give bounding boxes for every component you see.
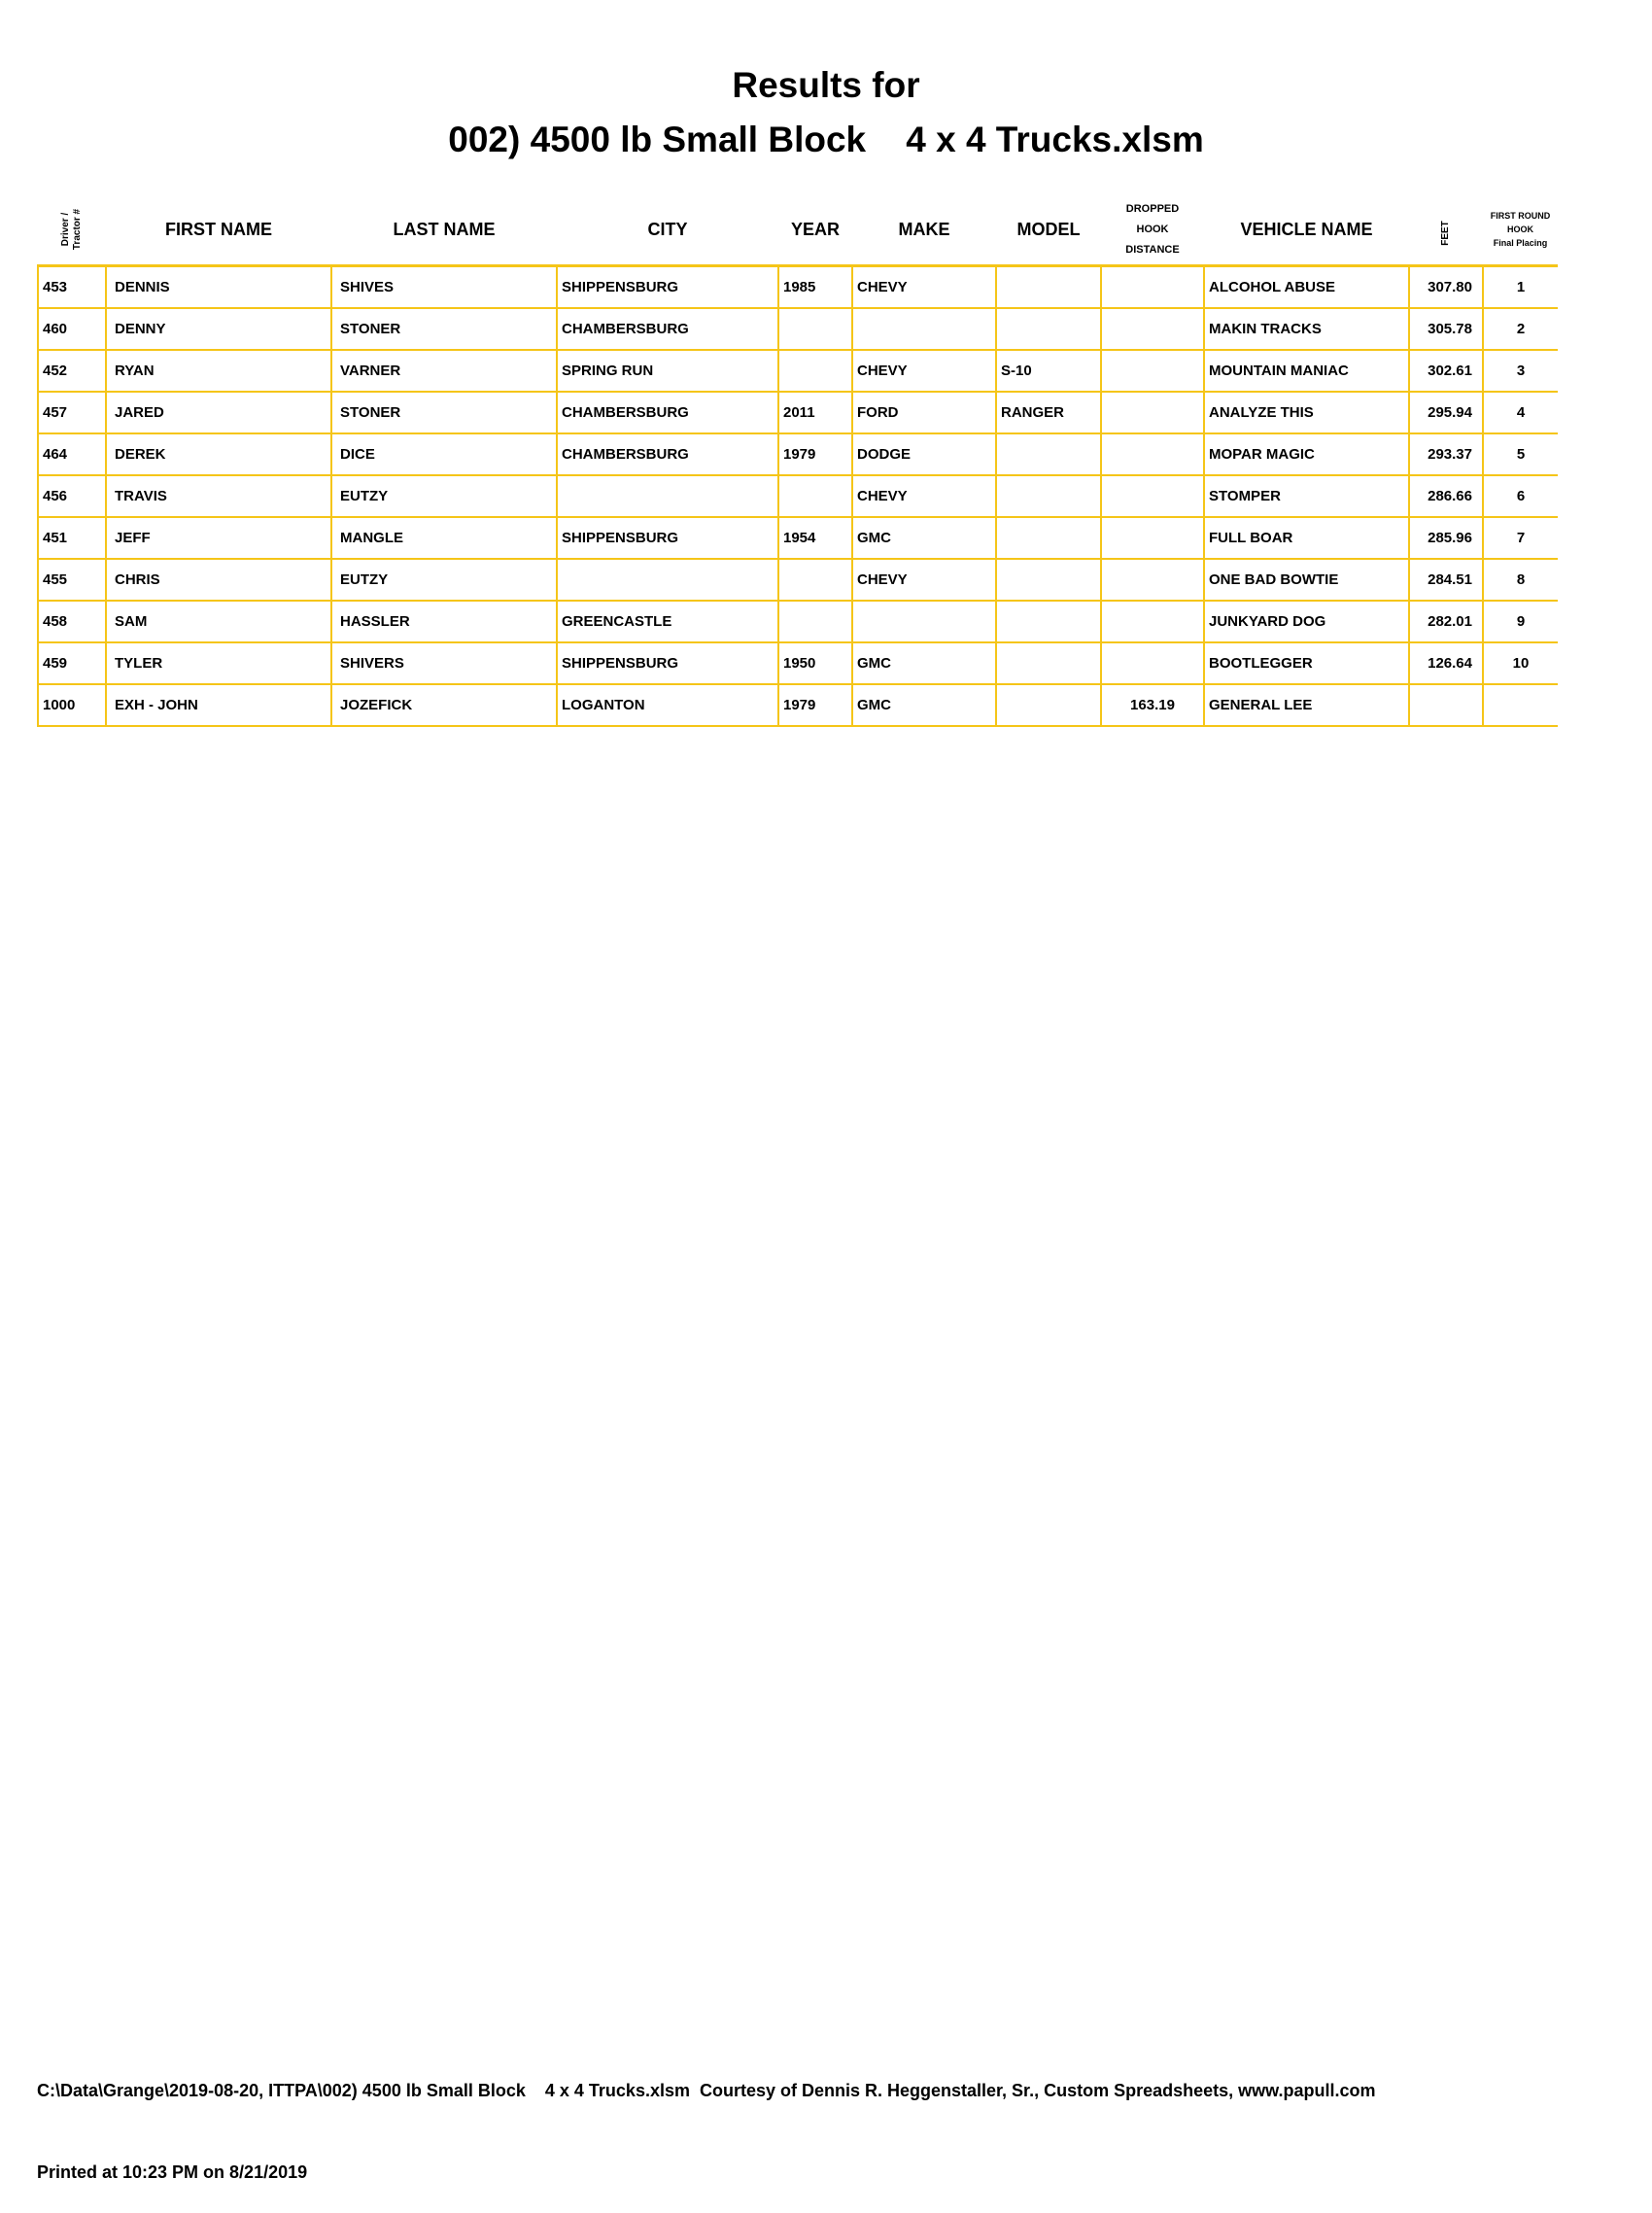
cell-first-name: DENNY	[106, 308, 331, 350]
cell-city	[557, 559, 778, 601]
cell-city: LOGANTON	[557, 684, 778, 726]
cell-vehicle-name: MAKIN TRACKS	[1204, 308, 1409, 350]
cell-make: GMC	[852, 517, 996, 559]
cell-vehicle-name: GENERAL LEE	[1204, 684, 1409, 726]
table-row	[38, 684, 1558, 726]
column-header-first-name: FIRST NAME	[106, 194, 331, 266]
column-header-make: MAKE	[852, 194, 996, 266]
cell-feet: 285.96	[1409, 517, 1483, 559]
table-row	[38, 642, 1558, 684]
cell-city: SHIPPENSBURG	[557, 266, 778, 309]
cell-last-name: EUTZY	[331, 475, 557, 517]
table-row	[38, 266, 1558, 309]
driver-header-line2: Tractor #	[72, 208, 83, 250]
cell-vehicle-name: FULL BOAR	[1204, 517, 1409, 559]
cell-final-placing: 2	[1483, 308, 1558, 350]
cell-make	[852, 601, 996, 642]
table-row	[38, 601, 1558, 642]
results-table	[37, 194, 1558, 727]
cell-year: 1979	[778, 684, 852, 726]
placing-header-line3: Final Placing	[1493, 238, 1548, 248]
cell-feet: 307.80	[1409, 266, 1483, 309]
cell-last-name: STONER	[331, 392, 557, 433]
cell-dropped-hook-distance	[1101, 350, 1204, 392]
page-subtitle: 002) 4500 lb Small Block 4 x 4 Trucks.xlsm	[448, 120, 1204, 159]
column-header-driver	[38, 194, 106, 266]
cell-last-name: SHIVERS	[331, 642, 557, 684]
cell-first-name: JARED	[106, 392, 331, 433]
cell-first-name: DEREK	[106, 433, 331, 475]
cell-vehicle-name: STOMPER	[1204, 475, 1409, 517]
dropped-header-line2: HOOK	[1136, 223, 1169, 235]
driver-header-line1: Driver /	[60, 212, 71, 246]
cell-model	[996, 684, 1101, 726]
cell-first-name: SAM	[106, 601, 331, 642]
cell-model	[996, 433, 1101, 475]
cell-city: SHIPPENSBURG	[557, 517, 778, 559]
column-header-feet	[1409, 194, 1483, 266]
cell-year: 1950	[778, 642, 852, 684]
table-row	[38, 433, 1558, 475]
cell-first-name: CHRIS	[106, 559, 331, 601]
cell-year	[778, 308, 852, 350]
cell-feet: 295.94	[1409, 392, 1483, 433]
cell-vehicle-name: MOUNTAIN MANIAC	[1204, 350, 1409, 392]
cell-driver-number: 457	[38, 392, 106, 433]
page-title: Results for	[732, 65, 920, 105]
cell-model	[996, 601, 1101, 642]
cell-year: 1954	[778, 517, 852, 559]
page-title-block	[0, 58, 1652, 167]
cell-first-name: EXH - JOHN	[106, 684, 331, 726]
cell-dropped-hook-distance	[1101, 517, 1204, 559]
cell-final-placing: 4	[1483, 392, 1558, 433]
cell-dropped-hook-distance	[1101, 601, 1204, 642]
column-header-last-name: LAST NAME	[331, 194, 557, 266]
column-header-model: MODEL	[996, 194, 1101, 266]
column-header-year: YEAR	[778, 194, 852, 266]
cell-vehicle-name: MOPAR MAGIC	[1204, 433, 1409, 475]
cell-city: CHAMBERSBURG	[557, 308, 778, 350]
table-row	[38, 350, 1558, 392]
cell-model	[996, 475, 1101, 517]
table-row	[38, 475, 1558, 517]
cell-final-placing: 3	[1483, 350, 1558, 392]
table-row	[38, 308, 1558, 350]
cell-last-name: DICE	[331, 433, 557, 475]
cell-make: FORD	[852, 392, 996, 433]
cell-driver-number: 464	[38, 433, 106, 475]
cell-year	[778, 475, 852, 517]
page-footer	[37, 2023, 1375, 2213]
cell-final-placing: 9	[1483, 601, 1558, 642]
cell-driver-number: 460	[38, 308, 106, 350]
cell-city	[557, 475, 778, 517]
cell-model	[996, 308, 1101, 350]
cell-vehicle-name: ANALYZE THIS	[1204, 392, 1409, 433]
cell-vehicle-name: JUNKYARD DOG	[1204, 601, 1409, 642]
cell-final-placing: 7	[1483, 517, 1558, 559]
column-header-vehicle-name: VEHICLE NAME	[1204, 194, 1409, 266]
cell-vehicle-name: BOOTLEGGER	[1204, 642, 1409, 684]
cell-last-name: SHIVES	[331, 266, 557, 309]
cell-final-placing: 6	[1483, 475, 1558, 517]
cell-make: CHEVY	[852, 350, 996, 392]
footer-file-path: C:\Data\Grange\2019-08-20, ITTPA\002) 4500 lb Small Block 4 x 4 Trucks.xlsm Courtesy of Dennis R. Heggenstaller, Sr., Custom Spreadsheets, www.papull.com	[37, 2081, 1376, 2100]
cell-year	[778, 559, 852, 601]
cell-last-name: STONER	[331, 308, 557, 350]
placing-header-line2: HOOK	[1507, 225, 1533, 234]
cell-feet	[1409, 684, 1483, 726]
cell-driver-number: 459	[38, 642, 106, 684]
cell-city: CHAMBERSBURG	[557, 392, 778, 433]
cell-dropped-hook-distance	[1101, 392, 1204, 433]
cell-last-name: EUTZY	[331, 559, 557, 601]
table-row	[38, 392, 1558, 433]
cell-final-placing: 8	[1483, 559, 1558, 601]
cell-make: CHEVY	[852, 266, 996, 309]
column-header-dropped-hook	[1101, 194, 1204, 266]
cell-dropped-hook-distance	[1101, 433, 1204, 475]
cell-final-placing: 10	[1483, 642, 1558, 684]
results-body	[38, 266, 1558, 727]
feet-header-label: FEET	[1440, 220, 1451, 246]
cell-first-name: DENNIS	[106, 266, 331, 309]
cell-make	[852, 308, 996, 350]
cell-feet: 305.78	[1409, 308, 1483, 350]
cell-last-name: MANGLE	[331, 517, 557, 559]
cell-model	[996, 517, 1101, 559]
cell-feet: 293.37	[1409, 433, 1483, 475]
cell-make: CHEVY	[852, 559, 996, 601]
cell-driver-number: 458	[38, 601, 106, 642]
cell-year	[778, 350, 852, 392]
cell-model	[996, 559, 1101, 601]
cell-first-name: TYLER	[106, 642, 331, 684]
cell-make: GMC	[852, 642, 996, 684]
cell-feet: 302.61	[1409, 350, 1483, 392]
cell-final-placing: 1	[1483, 266, 1558, 309]
cell-driver-number: 451	[38, 517, 106, 559]
cell-city: SPRING RUN	[557, 350, 778, 392]
cell-make: DODGE	[852, 433, 996, 475]
cell-model: RANGER	[996, 392, 1101, 433]
cell-year: 1979	[778, 433, 852, 475]
table-header-row	[38, 194, 1558, 266]
cell-feet: 282.01	[1409, 601, 1483, 642]
cell-first-name: TRAVIS	[106, 475, 331, 517]
cell-final-placing	[1483, 684, 1558, 726]
cell-feet: 284.51	[1409, 559, 1483, 601]
cell-vehicle-name: ALCOHOL ABUSE	[1204, 266, 1409, 309]
cell-feet: 126.64	[1409, 642, 1483, 684]
cell-driver-number: 452	[38, 350, 106, 392]
cell-driver-number: 455	[38, 559, 106, 601]
dropped-header-line1: DROPPED	[1125, 202, 1180, 215]
cell-dropped-hook-distance	[1101, 308, 1204, 350]
dropped-header-line3: DISTANCE	[1125, 243, 1180, 256]
cell-city: SHIPPENSBURG	[557, 642, 778, 684]
cell-first-name: JEFF	[106, 517, 331, 559]
cell-last-name: HASSLER	[331, 601, 557, 642]
cell-dropped-hook-distance	[1101, 642, 1204, 684]
footer-printed-time: Printed at 10:23 PM on 8/21/2019	[37, 2162, 308, 2182]
cell-model	[996, 642, 1101, 684]
cell-last-name: JOZEFICK	[331, 684, 557, 726]
table-row	[38, 517, 1558, 559]
cell-model: S-10	[996, 350, 1101, 392]
cell-first-name: RYAN	[106, 350, 331, 392]
cell-driver-number: 456	[38, 475, 106, 517]
cell-last-name: VARNER	[331, 350, 557, 392]
cell-make: CHEVY	[852, 475, 996, 517]
cell-driver-number: 1000	[38, 684, 106, 726]
cell-feet: 286.66	[1409, 475, 1483, 517]
cell-dropped-hook-distance: 163.19	[1101, 684, 1204, 726]
cell-dropped-hook-distance	[1101, 475, 1204, 517]
cell-driver-number: 453	[38, 266, 106, 309]
cell-dropped-hook-distance	[1101, 266, 1204, 309]
column-header-city: CITY	[557, 194, 778, 266]
cell-city: CHAMBERSBURG	[557, 433, 778, 475]
cell-make: GMC	[852, 684, 996, 726]
table-row	[38, 559, 1558, 601]
cell-model	[996, 266, 1101, 309]
cell-year: 1985	[778, 266, 852, 309]
cell-year	[778, 601, 852, 642]
cell-year: 2011	[778, 392, 852, 433]
cell-city: GREENCASTLE	[557, 601, 778, 642]
column-header-final-placing	[1483, 194, 1558, 266]
placing-header-line1: FIRST ROUND	[1490, 211, 1551, 221]
cell-dropped-hook-distance	[1101, 559, 1204, 601]
cell-vehicle-name: ONE BAD BOWTIE	[1204, 559, 1409, 601]
cell-final-placing: 5	[1483, 433, 1558, 475]
